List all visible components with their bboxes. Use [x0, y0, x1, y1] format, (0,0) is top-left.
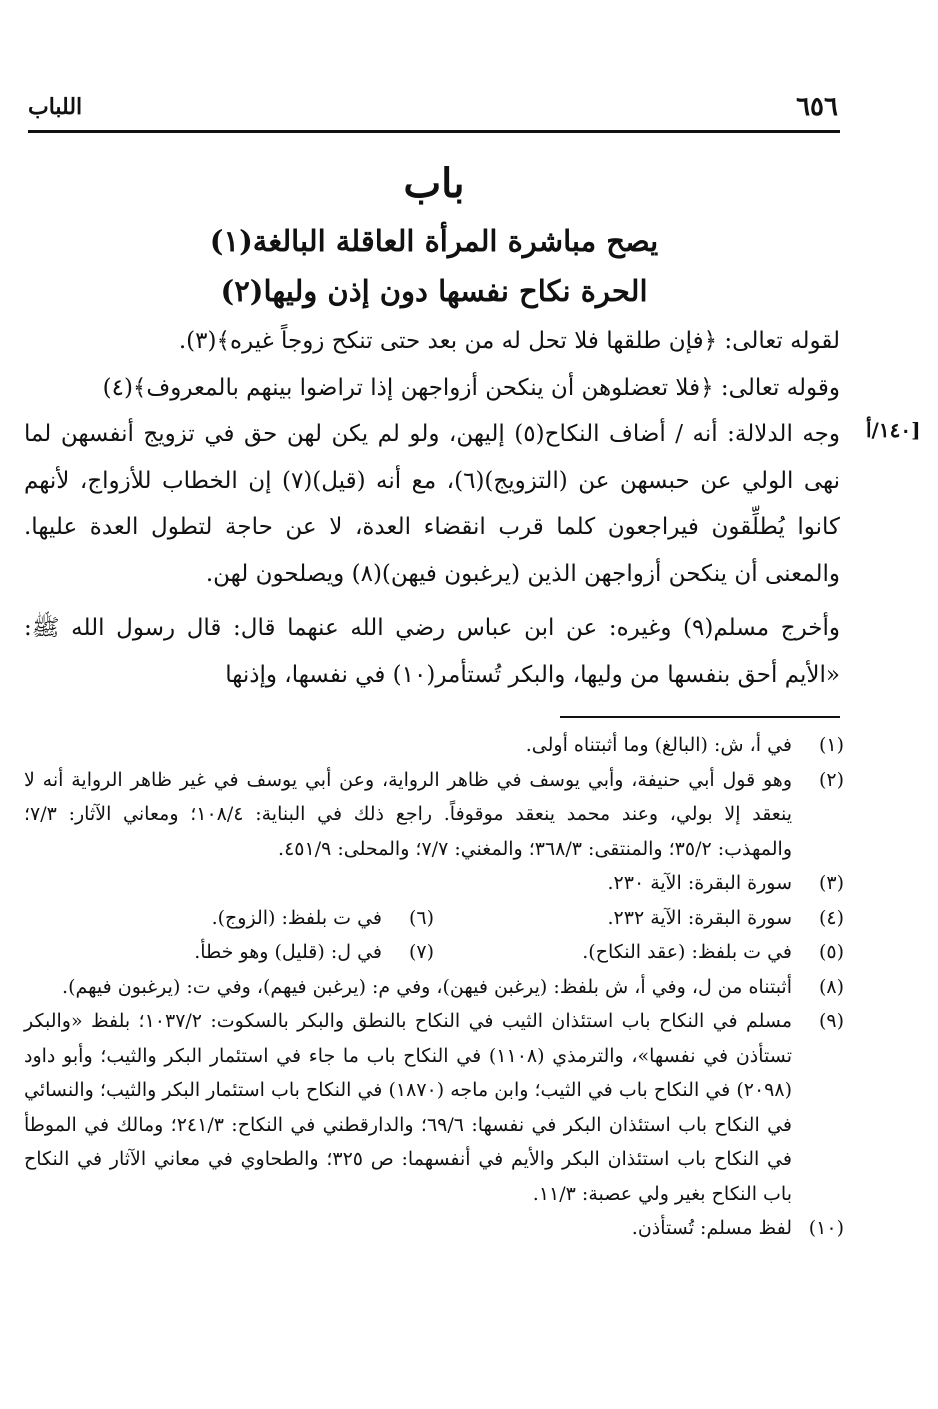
body-paragraph: وأخرج مسلم(٩) وغيره: عن ابن عباس رضي الله عنهما قال: قال رسول الله ﷺ: «الأيم أحق بنفسها من وليها، والبكر تُستأمر(١٠) في نفسها، وإذنها: [24, 615, 840, 688]
footnote: [24, 970, 844, 1005]
footnote-number: (١): [818, 734, 844, 756]
footnotes: [24, 728, 844, 1246]
chapter-heading: [28, 160, 840, 316]
footnote-separator: [560, 716, 840, 718]
footnote: [24, 1004, 844, 1211]
footnote-text: في ت بلفظ: (الزوج).: [211, 906, 382, 929]
footnote-number: (٩): [818, 1010, 844, 1032]
footnote: [24, 763, 844, 867]
footnote-row: [24, 901, 844, 936]
footnote-text: سورة البقرة: الآية ٢٣٠.: [607, 872, 792, 894]
body-paragraph: لقوله تعالى: ﴿فإن طلقها فلا تحل له من بعد حتى تنكح زوجاً غيره﴾(٣).: [178, 328, 840, 354]
footnote: [24, 1211, 844, 1246]
manuscript-folio-marker: ١٤٠/أ]: [866, 418, 921, 442]
chapter-title-line-1: يصح مباشرة المرأة العاقلة البالغة(١): [209, 224, 659, 258]
footnote-number: (٣): [818, 872, 844, 894]
footnote-text: في ت بلفظ: (عقد النكاح).: [582, 941, 792, 963]
header-rule: [28, 130, 840, 133]
footnote: [434, 901, 844, 936]
book-title: اللباب: [28, 94, 83, 120]
footnote-text: في ل: (قليل) وهو خطأ.: [194, 941, 382, 963]
footnote-number: (٨): [818, 975, 844, 998]
footnote-number: (٤): [818, 906, 844, 929]
chapter-label: باب: [403, 160, 465, 207]
footnote-text: لفظ مسلم: تُستأذن.: [631, 1217, 792, 1239]
footnote-number: (١٠): [808, 1217, 844, 1239]
footnote: [434, 935, 844, 970]
footnote-number: (٢): [818, 768, 844, 791]
footnote: [24, 935, 434, 970]
footnote-text: في أ، ش: (البالغ) وما أثبتناه أولى.: [525, 734, 792, 756]
footnote-number: (٥): [818, 941, 844, 963]
running-header: [28, 88, 838, 128]
footnote-number: (٧): [408, 941, 434, 963]
footnote-text: سورة البقرة: الآية ٢٣٢.: [607, 906, 792, 929]
body-paragraph: وجه الدلالة: أنه / أضاف النكاح(٥) إليهن، ولو لم يكن لهن حق في تزويج أنفسهن لما نهى الولي عن حبسهن عن (التزويج)(٦)، مع أنه (قيل)(٧) إن الخطاب للأزواج، لأنهم كانوا يُطلِّقون فيراجعون كلما قرب انقضاء العدة، لا عن حاجة لتطول العدة عليها. والمعنى أن ينكحن أزواجهن الذين (يرغبون فيهن)(٨) ويصلحون لهن.: [24, 421, 840, 587]
footnote: [24, 866, 844, 901]
chapter-title-line-2: الحرة نكاح نفسها دون إذن وليها(٢): [220, 274, 648, 308]
footnote-text: أثبتناه من ل، وفي أ، ش بلفظ: (يرغبن فيهن)، وفي م: (يرغبن فيهم)، وفي ت: (يرغبون فيهم).: [62, 975, 792, 998]
main-text: [24, 318, 840, 698]
body-paragraph: وقوله تعالى: ﴿فلا تعضلوهن أن ينكحن أزواجهن إذا تراضوا بينهم بالمعروف﴾(٤): [102, 374, 840, 401]
footnote: [24, 728, 844, 763]
footnote-row: [24, 935, 844, 970]
footnote-text: مسلم في النكاح باب استئذان الثيب في النكاح بالنطق والبكر بالسكوت: ١٠٣٧/٢؛ بلفظ «والبكر تستأذن في نفسها»، والترمذي (١١٠٨) في النكاح باب ما جاء في استئمار البكر والثيب؛ وأبو داود (٢٠٩٨) في النكاح باب في الثيب؛ وابن ماجه (١٨٧٠) في النكاح باب استئمار البكر والثيب؛ والنسائي في النكاح باب استئذان البكر في نفسها: ٦٩/٦؛ والدارقطني في النكاح: ٢٤١/٣؛ ومالك في الموطأ في النكاح باب استئذان البكر والأيم في أنفسهما: ص ٣٢٥؛ والطحاوي في معاني الآثار في النكاح باب النكاح بغير ولي عصبة: ١١/٣.: [24, 1010, 793, 1205]
footnote-text: وهو قول أبي حنيفة، وأبي يوسف في ظاهر الرواية، وعن أبي يوسف في غير ظاهر الرواية أنه لا ينعقد إلا بولي، وعند محمد ينعقد موقوفاً. راجع ذلك في البناية: ١٠٨/٤؛ ومعاني الآثار: ٧/٣؛ والمهذب: ٣٥/٢؛ والمنتقى: ٣٦٨/٣؛ والمغني: ٧/٧؛ والمحلى: ٤٥١/٩.: [24, 768, 792, 860]
footnote-number: (٦): [408, 906, 434, 929]
page-number: ٦٥٦: [796, 92, 838, 122]
footnote: [24, 901, 434, 936]
